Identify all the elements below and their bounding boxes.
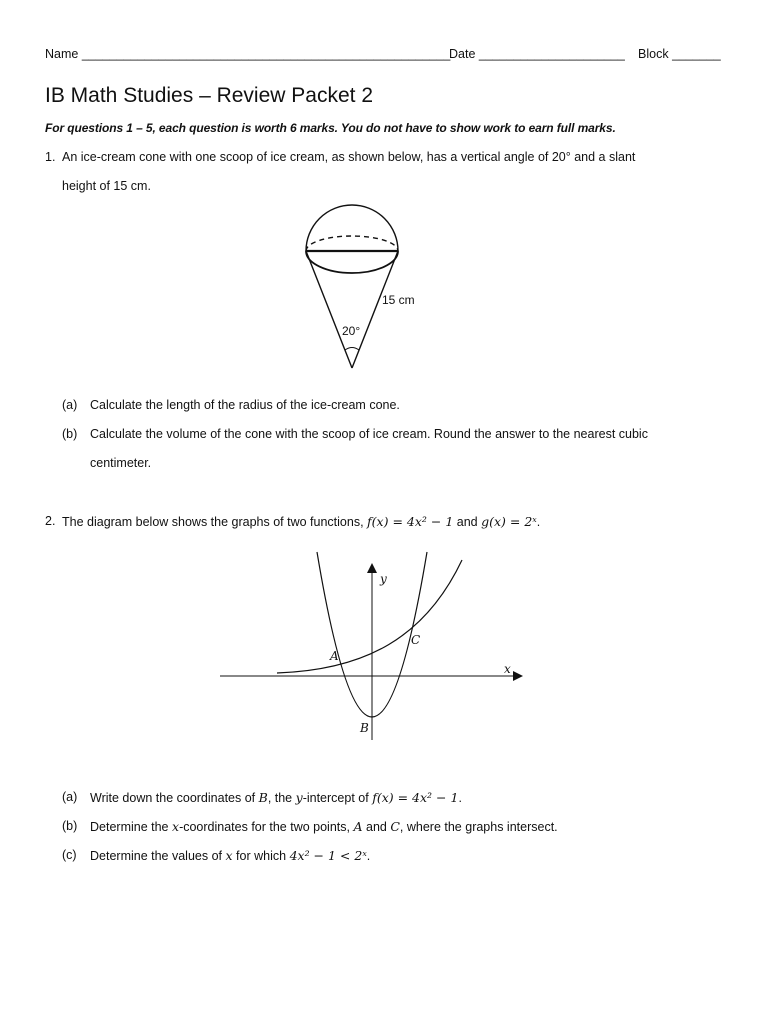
block-field xyxy=(638,47,721,61)
q1a-text: Calculate the length of the radius of the ice-cream cone. xyxy=(90,398,400,412)
y-axis-label: y xyxy=(380,572,387,586)
q2b-var-c: C xyxy=(390,819,400,834)
q1b-label: (b) xyxy=(62,427,78,441)
cone-rim-ellipse xyxy=(306,251,398,273)
function-graph xyxy=(215,545,530,745)
cone-right-side xyxy=(352,251,398,368)
q2c-end: . xyxy=(366,849,371,863)
q2c-text xyxy=(90,848,370,863)
x-axis-arrow xyxy=(513,671,523,681)
q2b-mid: -coordinates for the two points, xyxy=(179,820,350,834)
q2c-expr: 4x² − 1 < 2ˣ xyxy=(289,848,367,863)
slant-label: 15 cm xyxy=(382,293,415,307)
name-label: Name xyxy=(45,47,79,61)
q2a-label: (a) xyxy=(62,790,78,804)
q2b-var-a: A xyxy=(353,819,363,834)
angle-arc xyxy=(345,348,359,351)
date-field xyxy=(449,47,625,61)
q2-text xyxy=(62,514,540,529)
scoop-outline xyxy=(306,205,398,251)
point-a-label: A xyxy=(330,649,339,663)
cone-left-side xyxy=(306,251,352,368)
q2-text-before: The diagram below shows the graphs of two functions, xyxy=(62,515,364,529)
scoop-dashed-ellipse xyxy=(306,236,398,251)
q1a-label: (a) xyxy=(62,398,78,412)
q2-number: 2. xyxy=(45,514,56,528)
block-blank[interactable]: _______ xyxy=(672,47,721,61)
x-axis-label: x xyxy=(504,662,511,676)
q1b-text-cont: centimeter. xyxy=(90,456,152,470)
date-label: Date xyxy=(449,47,476,61)
q2a-post: -intercept of xyxy=(302,791,369,805)
q1-text-line1: An ice-cream cone with one scoop of ice cream, as shown below, has a vertical angle of 20° and a slant xyxy=(62,150,636,164)
instructions: For questions 1 – 5, each question is worth 6 marks. You do not have to show work to earn full marks. xyxy=(45,121,616,135)
q2a-text xyxy=(90,790,462,805)
q2-g-def: g(x) = 2ˣ xyxy=(481,514,537,529)
q2a-pre: Write down the coordinates of xyxy=(90,791,256,805)
y-axis-arrow xyxy=(367,563,377,573)
q2a-var-b: B xyxy=(258,790,268,805)
q2b-end: , where the graphs intersect. xyxy=(399,820,558,834)
q2-period: . xyxy=(536,515,541,529)
q2c-var-x: x xyxy=(225,848,233,863)
ice-cream-cone-diagram xyxy=(290,195,440,375)
page-title: IB Math Studies – Review Packet 2 xyxy=(45,84,373,107)
exponential-g xyxy=(277,560,462,673)
q2a-end: . xyxy=(458,791,462,805)
block-label: Block xyxy=(638,47,669,61)
q2b-text xyxy=(90,819,558,834)
q2a-expr: f(x) = 4x² − 1 xyxy=(372,790,459,805)
point-b-label: B xyxy=(360,721,369,735)
q2-and: and xyxy=(456,515,478,529)
angle-label: 20° xyxy=(342,324,361,338)
q2b-pre: Determine the xyxy=(90,820,169,834)
q2c-mid: for which xyxy=(236,849,287,863)
q1-number: 1. xyxy=(45,150,56,164)
q2a-mid: , the xyxy=(267,791,293,805)
date-blank[interactable]: _____________________ xyxy=(478,47,625,61)
q2-f-def: f(x) = 4x² − 1 xyxy=(367,514,454,529)
q2c-pre: Determine the values of xyxy=(90,849,223,863)
q2c-label: (c) xyxy=(62,848,77,862)
q1-text-line2: height of 15 cm. xyxy=(62,179,151,193)
name-field xyxy=(45,47,450,61)
q1b-text: Calculate the volume of the cone with the scoop of ice cream. Round the answer to the nearest cubic xyxy=(90,427,648,441)
name-blank[interactable]: _____________________________________________________ xyxy=(81,47,451,61)
q2a-var-y: y xyxy=(295,790,303,805)
q2b-and: and xyxy=(366,820,387,834)
point-c-label: C xyxy=(411,633,421,647)
q2b-label: (b) xyxy=(62,819,78,833)
q2b-var-x: x xyxy=(172,819,180,834)
